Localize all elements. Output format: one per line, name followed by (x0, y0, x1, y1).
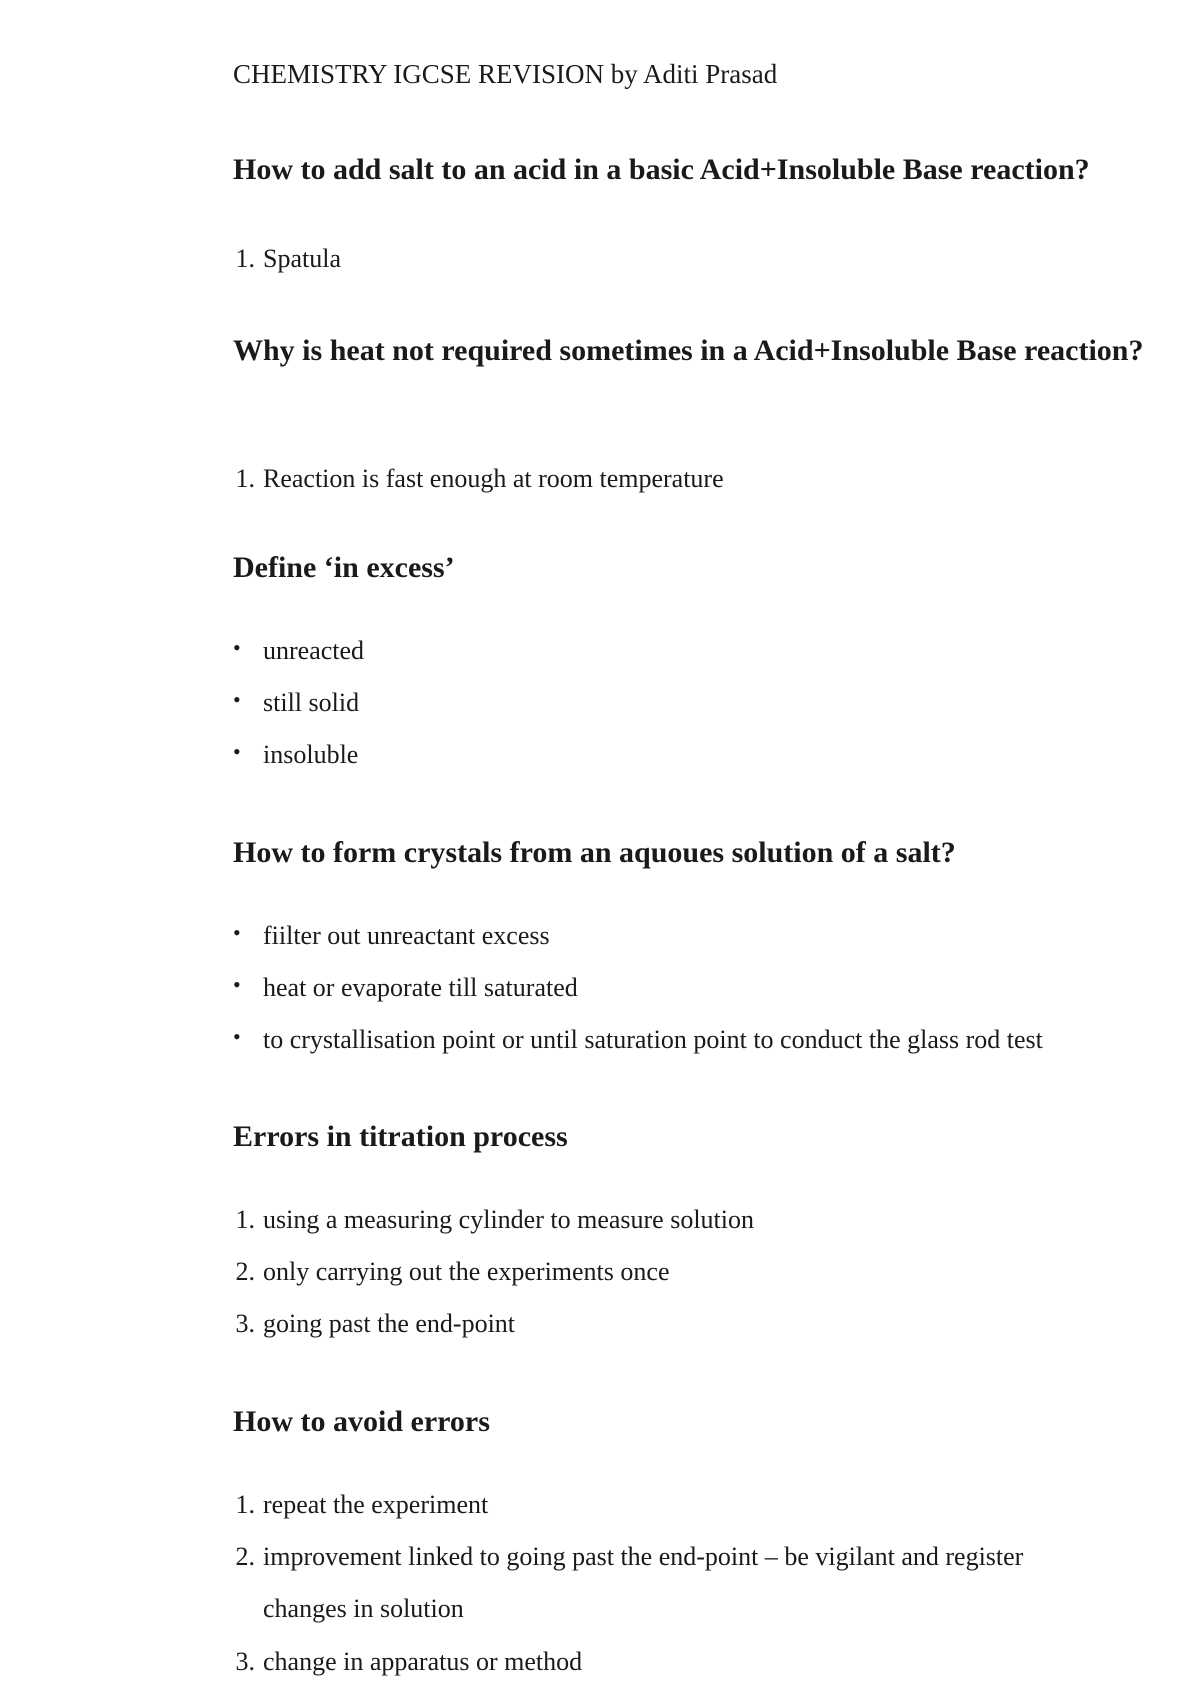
answer-list (233, 243, 1133, 274)
list-item (233, 1308, 1133, 1339)
bullet-icon: • (233, 1024, 241, 1050)
list-item-text: Spatula (263, 244, 341, 273)
bullet-icon: • (233, 635, 241, 660)
list-item (233, 739, 1133, 770)
bullet-icon: • (233, 972, 241, 998)
answer-list (233, 1489, 1133, 1677)
section-heading: Errors in titration process (233, 1120, 568, 1153)
section-define-in-excess (233, 548, 1163, 770)
answer-list (233, 463, 1133, 494)
list-item (233, 1541, 1133, 1624)
list-item-text: Reaction is fast enough at room temperature (263, 464, 724, 493)
answer-list (233, 635, 1133, 771)
list-item (233, 687, 1133, 718)
list-number: 3. (235, 1309, 255, 1339)
section-heading: How to add salt to an acid in a basic Acid+Insoluble Base reaction? (233, 153, 1090, 186)
list-item-text: insoluble (263, 740, 359, 770)
list-item-text: going past the end-point (263, 1309, 516, 1339)
list-item (233, 972, 1193, 1003)
list-number: 1. (235, 1205, 255, 1234)
list-item-text: only carrying out the experiments once (263, 1257, 670, 1287)
list-number: 3. (235, 1646, 255, 1676)
section-heading: Define ‘in excess’ (233, 551, 455, 584)
bullet-icon: • (233, 739, 241, 765)
list-item-text: unreacted (263, 636, 365, 665)
list-item-text: change in apparatus or method (263, 1646, 583, 1676)
bullet-icon: • (233, 920, 241, 945)
answer-list (233, 920, 1193, 1056)
list-item-text: to crystallisation point or until saturation point to conduct the glass rod test (263, 1025, 1043, 1055)
section-avoid-errors (233, 1402, 1163, 1676)
list-item-text: using a measuring cylinder to measure solution (263, 1205, 755, 1234)
list-item (233, 1204, 1133, 1235)
list-number: 1. (235, 244, 255, 273)
list-item (233, 243, 1133, 274)
answer-list (233, 1204, 1133, 1340)
list-number: 1. (235, 464, 255, 493)
section-heading: How to form crystals from an aquoues solution of a salt? (233, 836, 956, 869)
list-item (233, 1256, 1133, 1287)
section-form-crystals (233, 833, 1163, 1055)
bullet-icon: • (233, 687, 241, 713)
list-number: 1. (235, 1490, 255, 1519)
list-item-continuation: changes in solution (263, 1594, 464, 1624)
list-number: 2. (235, 1257, 255, 1287)
section-titration-errors (233, 1117, 1163, 1339)
list-item (233, 1024, 1193, 1055)
document-title: CHEMISTRY IGCSE REVISION by Aditi Prasad (233, 59, 778, 89)
list-item-text: fiilter out unreactant excess (263, 921, 550, 950)
list-item (233, 635, 1133, 666)
list-item-text: heat or evaporate till saturated (263, 973, 578, 1003)
document-page (233, 58, 1163, 1676)
list-item-text: repeat the experiment (263, 1490, 489, 1519)
list-item (233, 463, 1133, 494)
section-heading: Why is heat not required sometimes in a Acid+Insoluble Base reaction? (233, 334, 1144, 367)
list-item (233, 1646, 1133, 1677)
section-add-salt (233, 150, 1090, 273)
section-heading: How to avoid errors (233, 1405, 490, 1438)
list-item-text: improvement linked to going past the end-point – be vigilant and register (263, 1542, 1024, 1572)
list-item (233, 1489, 1133, 1520)
list-item-text: still solid (263, 688, 360, 718)
list-number: 2. (235, 1542, 255, 1572)
section-heat-not-required (233, 331, 1163, 493)
list-item (233, 920, 1193, 951)
